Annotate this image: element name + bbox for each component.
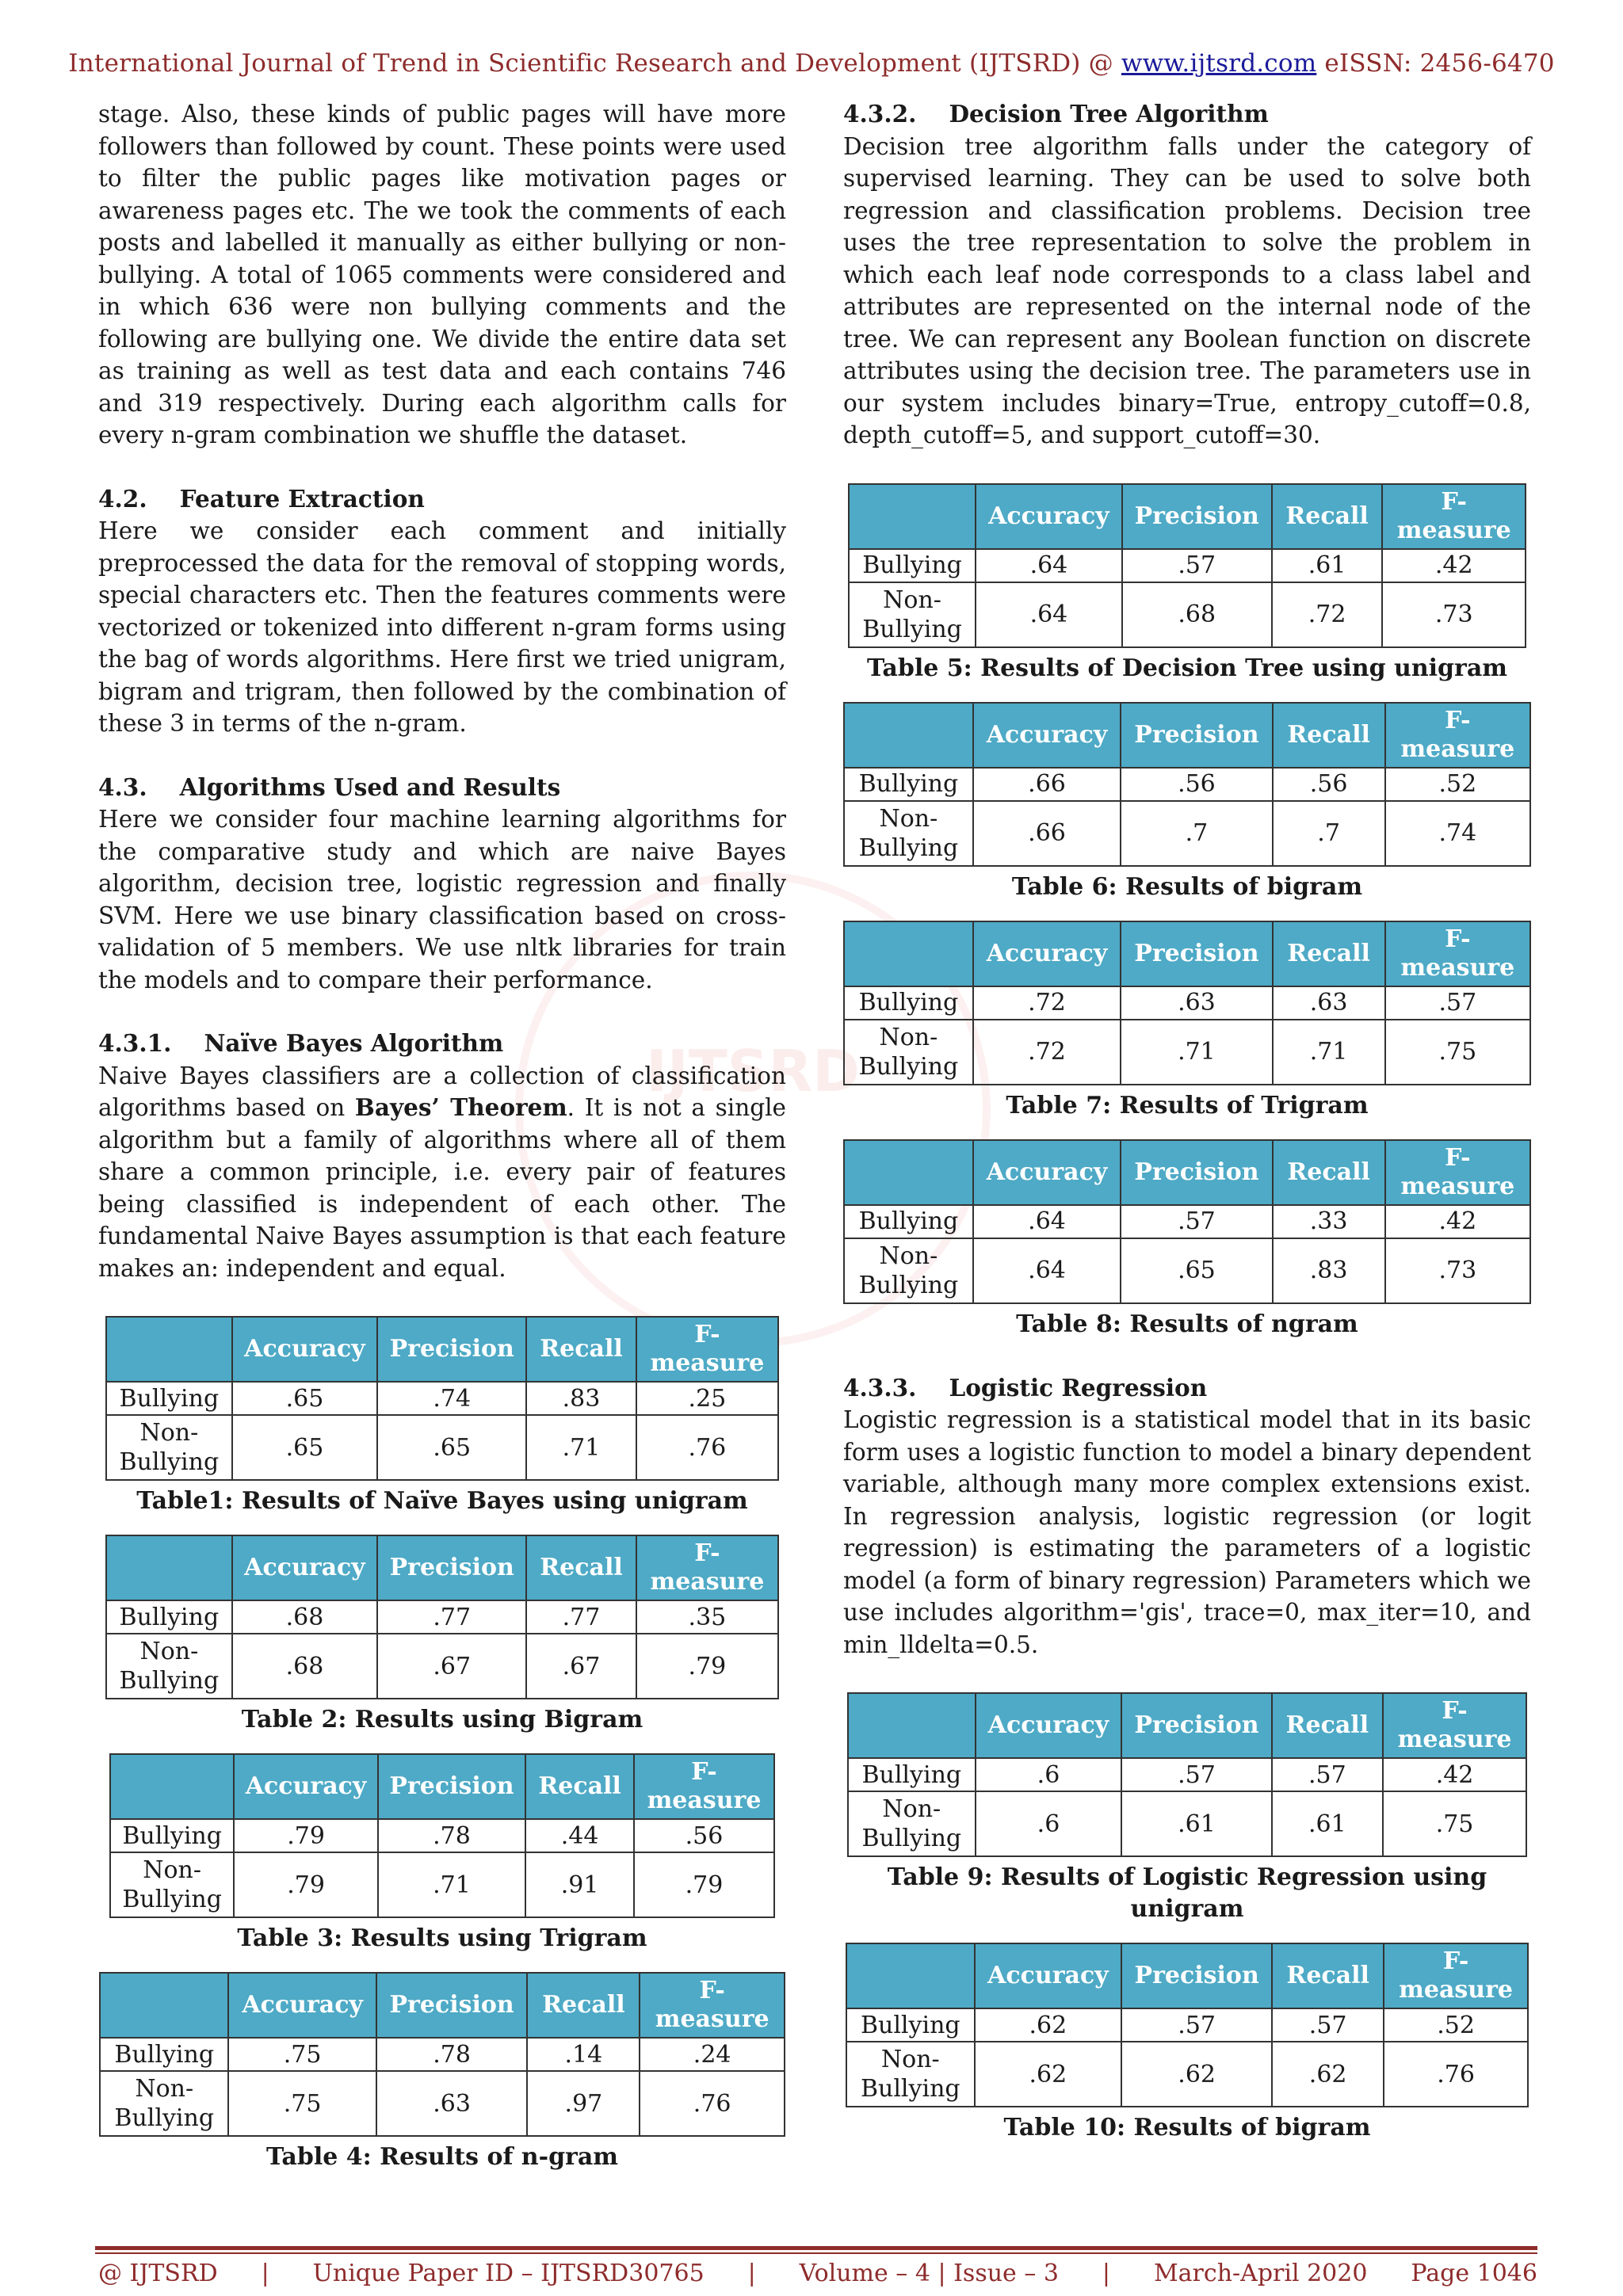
table-cell: .71: [1273, 1020, 1385, 1085]
table-cell: .57: [1121, 1205, 1272, 1238]
table-cell: .42: [1385, 1205, 1530, 1238]
table-cell: .44: [525, 1819, 634, 1852]
footer-sep-2: |: [747, 2260, 756, 2287]
table-header-3: Recall: [1272, 1693, 1384, 1758]
table-cell: .63: [376, 2071, 528, 2136]
table-header-1: Accuracy: [973, 921, 1121, 986]
table-header-blank: [844, 1140, 973, 1205]
table-header-4: F- measure: [1385, 703, 1530, 768]
table-cell: .76: [636, 1415, 778, 1480]
table-caption: Table 7: Results of Trigram: [1006, 1091, 1369, 1119]
intro-paragraph: stage. Also, these kinds of public pages will have more followers than followed by count. These points were used to filter the public pages like motivation pages or awareness pages etc. The we took the comments of each posts and labelled it manually as either bullying or non-bullying. A total of 1065 comments were considered and in which 636 were non bullying comments and the following are bullying one. We divide the entire data set as training as well as test data and each contains 746 and 319 respectively. During each algorithm calls for every n-gram combination we shuffle the dataset.: [98, 101, 786, 448]
table-row: [106, 1382, 778, 1415]
table-cell: .65: [1121, 1238, 1272, 1303]
table-cell: .79: [636, 1634, 778, 1699]
table-header-1: Accuracy: [976, 484, 1122, 549]
table-cell: .63: [1273, 986, 1385, 1020]
table-header-3: Recall: [1272, 1943, 1384, 2008]
table-row: [110, 1852, 774, 1917]
table-header-1: Accuracy: [228, 1973, 376, 2038]
table-cell: .57: [1122, 549, 1272, 582]
table-cell: .78: [376, 2038, 528, 2071]
table-cell: .76: [1384, 2042, 1528, 2107]
results-table-t1: [105, 1316, 779, 1481]
table-cell: .61: [1272, 1791, 1384, 1856]
table-header-3: Recall: [527, 1973, 640, 2038]
table-cell: .64: [976, 549, 1122, 582]
table-cell: .14: [527, 2038, 640, 2071]
table-row: [849, 582, 1526, 647]
table-cell: .77: [377, 1600, 526, 1634]
table-cell: .33: [1273, 1205, 1385, 1238]
table-9: [843, 1692, 1531, 1925]
section-4-3-2-text: Decision tree algorithm falls under the category of supervised learning. They can be used to solve both regression and classification problems. Decision tree uses the tree representation to solve the problem in which each leaf node corresponds to a class label and attributes are represented on the internal node of the tree. We can represent any Boolean function on discrete attributes using the decision tree. The parameters use in our system includes binary=True, entropy_cutoff=0.8, depth_cutoff=5, and support_cutoff=30.: [843, 132, 1531, 448]
table-header-2: Precision: [1122, 484, 1272, 549]
row-label: Bullying: [106, 1600, 232, 1634]
table-row: [844, 1205, 1530, 1238]
table-cell: .63: [1121, 986, 1272, 1020]
section-4-3-1-title: 4.3.1. Naïve Bayes Algorithm: [98, 1029, 504, 1057]
table-header-1: Accuracy: [973, 1140, 1121, 1205]
nb-text-a: Naive Bayes classifiers are a collection of classification algorithms based on: [98, 1062, 786, 1121]
table-header-3: Recall: [526, 1535, 636, 1600]
table-header-blank: [100, 1973, 228, 2038]
table-cell: .75: [1385, 1020, 1530, 1085]
table-row: [844, 1020, 1530, 1085]
table-cell: .65: [377, 1415, 526, 1480]
table-caption: Table 9: Results of Logistic Regression using unigram: [887, 1863, 1487, 1923]
table-header-1: Accuracy: [973, 703, 1121, 768]
table-caption: Table 2: Results using Bigram: [241, 1706, 643, 1733]
table-cell: .91: [525, 1852, 634, 1917]
table-header-1: Accuracy: [232, 1317, 378, 1382]
header-text: International Journal of Trend in Scientific Research and Development (IJTSRD) @: [68, 49, 1121, 78]
table-cell: .65: [232, 1415, 378, 1480]
table-cell: .76: [640, 2071, 785, 2136]
table-cell: .67: [377, 1634, 526, 1699]
table-row: [849, 549, 1526, 582]
table-cell: .78: [378, 1819, 525, 1852]
table-caption: Table1: Results of Naïve Bayes using unigram: [136, 1487, 748, 1515]
table-7: [843, 921, 1531, 1122]
page-footer: [98, 2260, 1537, 2287]
table-row: [846, 2008, 1528, 2042]
table-cell: .62: [1272, 2042, 1384, 2107]
right-column: [843, 98, 1531, 2144]
row-label: Bullying: [844, 768, 973, 801]
table-row: [100, 2071, 785, 2136]
table-cell: .97: [527, 2071, 640, 2136]
results-table-t2: [105, 1535, 779, 1699]
table-cell: .57: [1272, 2008, 1384, 2042]
table-cell: .72: [973, 986, 1121, 1020]
footer-sep-3: |: [1102, 2260, 1111, 2287]
table-cell: .35: [636, 1600, 778, 1634]
table-row: [100, 2038, 785, 2071]
table-cell: .68: [232, 1634, 378, 1699]
table-caption: Table 8: Results of ngram: [1016, 1310, 1358, 1338]
table-cell: .65: [232, 1382, 378, 1415]
table-header-3: Recall: [1273, 1140, 1385, 1205]
table-header-1: Accuracy: [234, 1754, 378, 1819]
footer-paper-id: Unique Paper ID – IJTSRD30765: [312, 2260, 705, 2287]
table-cell: .64: [973, 1205, 1121, 1238]
journal-link[interactable]: www.ijtsrd.com: [1121, 49, 1317, 78]
results-table-t3: [109, 1753, 775, 1918]
table-header-1: Accuracy: [976, 1693, 1122, 1758]
table-header-2: Precision: [377, 1535, 526, 1600]
table-header-4: F- measure: [1382, 484, 1526, 549]
footer-page: Page 1046: [1411, 2260, 1537, 2287]
table-cell: .52: [1384, 2008, 1528, 2042]
table-1: [98, 1316, 786, 1517]
table-cell: .56: [1121, 768, 1272, 801]
header-issn: eISSN: 2456-6470: [1316, 49, 1555, 78]
table-cell: .62: [975, 2042, 1122, 2107]
table-header-1: Accuracy: [975, 1943, 1122, 2008]
journal-header: [0, 49, 1623, 78]
row-label: Non- Bullying: [849, 582, 976, 647]
table-cell: .7: [1273, 801, 1385, 866]
table-cell: .66: [973, 768, 1121, 801]
footer-rule: [95, 2246, 1537, 2250]
row-label: Non- Bullying: [106, 1415, 232, 1480]
footer-journal: @ IJTSRD: [98, 2260, 218, 2287]
table-header-2: Precision: [378, 1754, 525, 1819]
row-label: Bullying: [848, 1758, 976, 1791]
table-cell: .71: [526, 1415, 636, 1480]
table-caption: Table 3: Results using Trigram: [237, 1924, 647, 1952]
table-cell: .75: [228, 2038, 376, 2071]
row-label: Bullying: [844, 1205, 973, 1238]
table-header-1: Accuracy: [232, 1535, 378, 1600]
table-cell: .72: [973, 1020, 1121, 1085]
row-label: Non- Bullying: [110, 1852, 234, 1917]
table-10: [843, 1943, 1531, 2144]
table-cell: .83: [1273, 1238, 1385, 1303]
table-cell: .42: [1383, 1758, 1526, 1791]
table-4: [98, 1972, 786, 2173]
row-label: Non- Bullying: [848, 1791, 976, 1856]
table-caption: Table 10: Results of bigram: [1003, 2114, 1371, 2142]
table-8: [843, 1139, 1531, 1341]
row-label: Non- Bullying: [106, 1634, 232, 1699]
table-cell: .68: [232, 1600, 378, 1634]
table-header-3: Recall: [1273, 921, 1385, 986]
section-4-3-title: 4.3. Algorithms Used and Results: [98, 772, 561, 801]
table-header-blank: [849, 484, 976, 549]
table-2: [98, 1535, 786, 1736]
results-table-t4: [99, 1972, 785, 2137]
table-cell: .72: [1272, 582, 1383, 647]
table-cell: .64: [973, 1238, 1121, 1303]
table-header-3: Recall: [525, 1754, 634, 1819]
section-4-3-3-title: 4.3.3. Logistic Regression: [843, 1373, 1208, 1402]
table-cell: .57: [1121, 1758, 1271, 1791]
table-caption: Table 5: Results of Decision Tree using unigram: [866, 654, 1508, 682]
table-cell: .68: [1122, 582, 1272, 647]
table-cell: .66: [973, 801, 1121, 866]
table-cell: .62: [1121, 2042, 1272, 2107]
table-header-blank: [106, 1317, 232, 1382]
row-label: Non- Bullying: [844, 1020, 973, 1085]
left-column: [98, 98, 786, 2173]
results-table-t10: [846, 1943, 1529, 2107]
nb-text-b: . It is not a single algorithm but a family of algorithms where all of them share a common principle, i.e. every pair of features being classified is independent of each other. The fundamental Naive Bayes assumption is that each feature makes an: independent and equal.: [98, 1094, 786, 1282]
table-header-3: Recall: [1273, 703, 1385, 768]
table-cell: .74: [377, 1382, 526, 1415]
section-4-3-2-title: 4.3.2. Decision Tree Algorithm: [843, 100, 1269, 128]
table-cell: .61: [1121, 1791, 1271, 1856]
table-cell: .75: [228, 2071, 376, 2136]
footer-volume: Volume – 4 | Issue – 3: [799, 2260, 1059, 2287]
table-caption: Table 4: Results of n-gram: [265, 2143, 619, 2171]
results-table-t6: [843, 702, 1531, 867]
table-header-4: F- measure: [636, 1317, 778, 1382]
table-row: [844, 1238, 1530, 1303]
table-cell: .24: [640, 2038, 785, 2071]
table-cell: .73: [1382, 582, 1526, 647]
table-header-2: Precision: [1121, 1140, 1272, 1205]
section-4-3-1-text: [98, 1060, 786, 1285]
table-cell: .57: [1121, 2008, 1272, 2042]
table-header-4: F- measure: [1384, 1943, 1528, 2008]
table-row: [848, 1791, 1526, 1856]
table-cell: .7: [1121, 801, 1272, 866]
table-header-2: Precision: [1121, 921, 1272, 986]
table-row: [106, 1634, 778, 1699]
table-row: [846, 2042, 1528, 2107]
row-label: Bullying: [110, 1819, 234, 1852]
table-row: [844, 801, 1530, 866]
table-header-2: Precision: [376, 1973, 528, 2038]
table-header-blank: [106, 1535, 232, 1600]
row-label: Non- Bullying: [100, 2071, 228, 2136]
table-header-3: Recall: [526, 1317, 636, 1382]
table-cell: .79: [234, 1819, 378, 1852]
table-cell: .75: [1383, 1791, 1526, 1856]
table-cell: .79: [234, 1852, 378, 1917]
bayes-theorem-term: Bayes’ Theorem: [354, 1093, 567, 1121]
table-cell: .74: [1385, 801, 1530, 866]
table-cell: .83: [526, 1382, 636, 1415]
table-cell: .57: [1272, 1758, 1384, 1791]
row-label: Bullying: [844, 986, 973, 1020]
section-4-3-text: Here we consider four machine learning algorithms for the comparative study and which are naive Bayes algorithm, decision tree, logistic regression and finally SVM. Here we use binary classification based on cross-validation of 5 members. We use nltk libraries for train the models and to compare their performance.: [98, 806, 786, 994]
table-header-blank: [846, 1943, 975, 2008]
table-row: [844, 768, 1530, 801]
table-cell: .52: [1385, 768, 1530, 801]
table-row: [110, 1819, 774, 1852]
table-row: [844, 986, 1530, 1020]
row-label: Non- Bullying: [844, 801, 973, 866]
table-6: [843, 702, 1531, 903]
table-cell: .62: [975, 2008, 1122, 2042]
section-4-2-title: 4.2. Feature Extraction: [98, 484, 425, 513]
table-cell: .71: [1121, 1020, 1272, 1085]
footer-sep-1: |: [261, 2260, 269, 2287]
watermark-text: IJTSRD: [646, 1038, 860, 1104]
table-cell: .25: [636, 1382, 778, 1415]
table-header-2: Precision: [1121, 703, 1272, 768]
table-cell: .64: [976, 582, 1122, 647]
footer-date: March-April 2020: [1153, 2260, 1368, 2287]
table-header-4: F- measure: [634, 1754, 774, 1819]
table-header-2: Precision: [1121, 1943, 1272, 2008]
row-label: Bullying: [100, 2038, 228, 2071]
row-label: Bullying: [846, 2008, 975, 2042]
table-row: [848, 1758, 1526, 1791]
table-header-blank: [110, 1754, 234, 1819]
table-cell: .56: [634, 1819, 774, 1852]
results-table-t8: [843, 1139, 1531, 1304]
table-header-4: F- measure: [636, 1535, 778, 1600]
table-5: [843, 483, 1531, 685]
table-header-4: F- measure: [640, 1973, 785, 2038]
section-4-3-3-text: Logistic regression is a statistical model that in its basic form uses a logistic function to model a binary dependent variable, although many more complex extensions exist. In regression analysis, logistic regression (or logit regression) is estimating the parameters of a logistic model (a form of binary regression) Parameters which we use includes algorithm='gis', trace=0, max_iter=10, and min_lldelta=0.5.: [843, 1406, 1531, 1658]
table-cell: .42: [1382, 549, 1526, 582]
table-header-4: F- measure: [1383, 1693, 1526, 1758]
table-header-2: Precision: [377, 1317, 526, 1382]
footer-rule-thin: [95, 2252, 1537, 2254]
row-label: Bullying: [849, 549, 976, 582]
row-label: Non- Bullying: [844, 1238, 973, 1303]
row-label: Non- Bullying: [846, 2042, 975, 2107]
table-cell: .79: [634, 1852, 774, 1917]
table-cell: .77: [526, 1600, 636, 1634]
table-header-blank: [848, 1693, 976, 1758]
table-header-blank: [844, 703, 973, 768]
table-cell: .6: [976, 1791, 1122, 1856]
table-row: [106, 1600, 778, 1634]
results-table-t7: [843, 921, 1531, 1085]
table-row: [106, 1415, 778, 1480]
table-caption: Table 6: Results of bigram: [1011, 872, 1363, 901]
row-label: Bullying: [106, 1382, 232, 1415]
table-cell: .57: [1385, 986, 1530, 1020]
table-cell: .6: [976, 1758, 1122, 1791]
table-header-3: Recall: [1272, 484, 1383, 549]
results-table-t5: [848, 483, 1526, 648]
table-header-2: Precision: [1121, 1693, 1271, 1758]
table-cell: .56: [1273, 768, 1385, 801]
results-table-t9: [847, 1692, 1527, 1857]
table-cell: .61: [1272, 549, 1383, 582]
table-3: [98, 1753, 786, 1955]
table-header-4: F- measure: [1385, 921, 1530, 986]
table-header-4: F- measure: [1385, 1140, 1530, 1205]
table-cell: .71: [378, 1852, 525, 1917]
table-cell: .67: [526, 1634, 636, 1699]
table-header-blank: [844, 921, 973, 986]
table-cell: .73: [1385, 1238, 1530, 1303]
section-4-2-text: Here we consider each comment and initially preprocessed the data for the removal of stopping words, special characters etc. Then the features comments were vectorized or tokenized into different n-gram forms using the bag of words algorithms. Here first we tried unigram, bigram and trigram, then followed by the combination of these 3 in terms of the n-gram.: [98, 517, 786, 737]
